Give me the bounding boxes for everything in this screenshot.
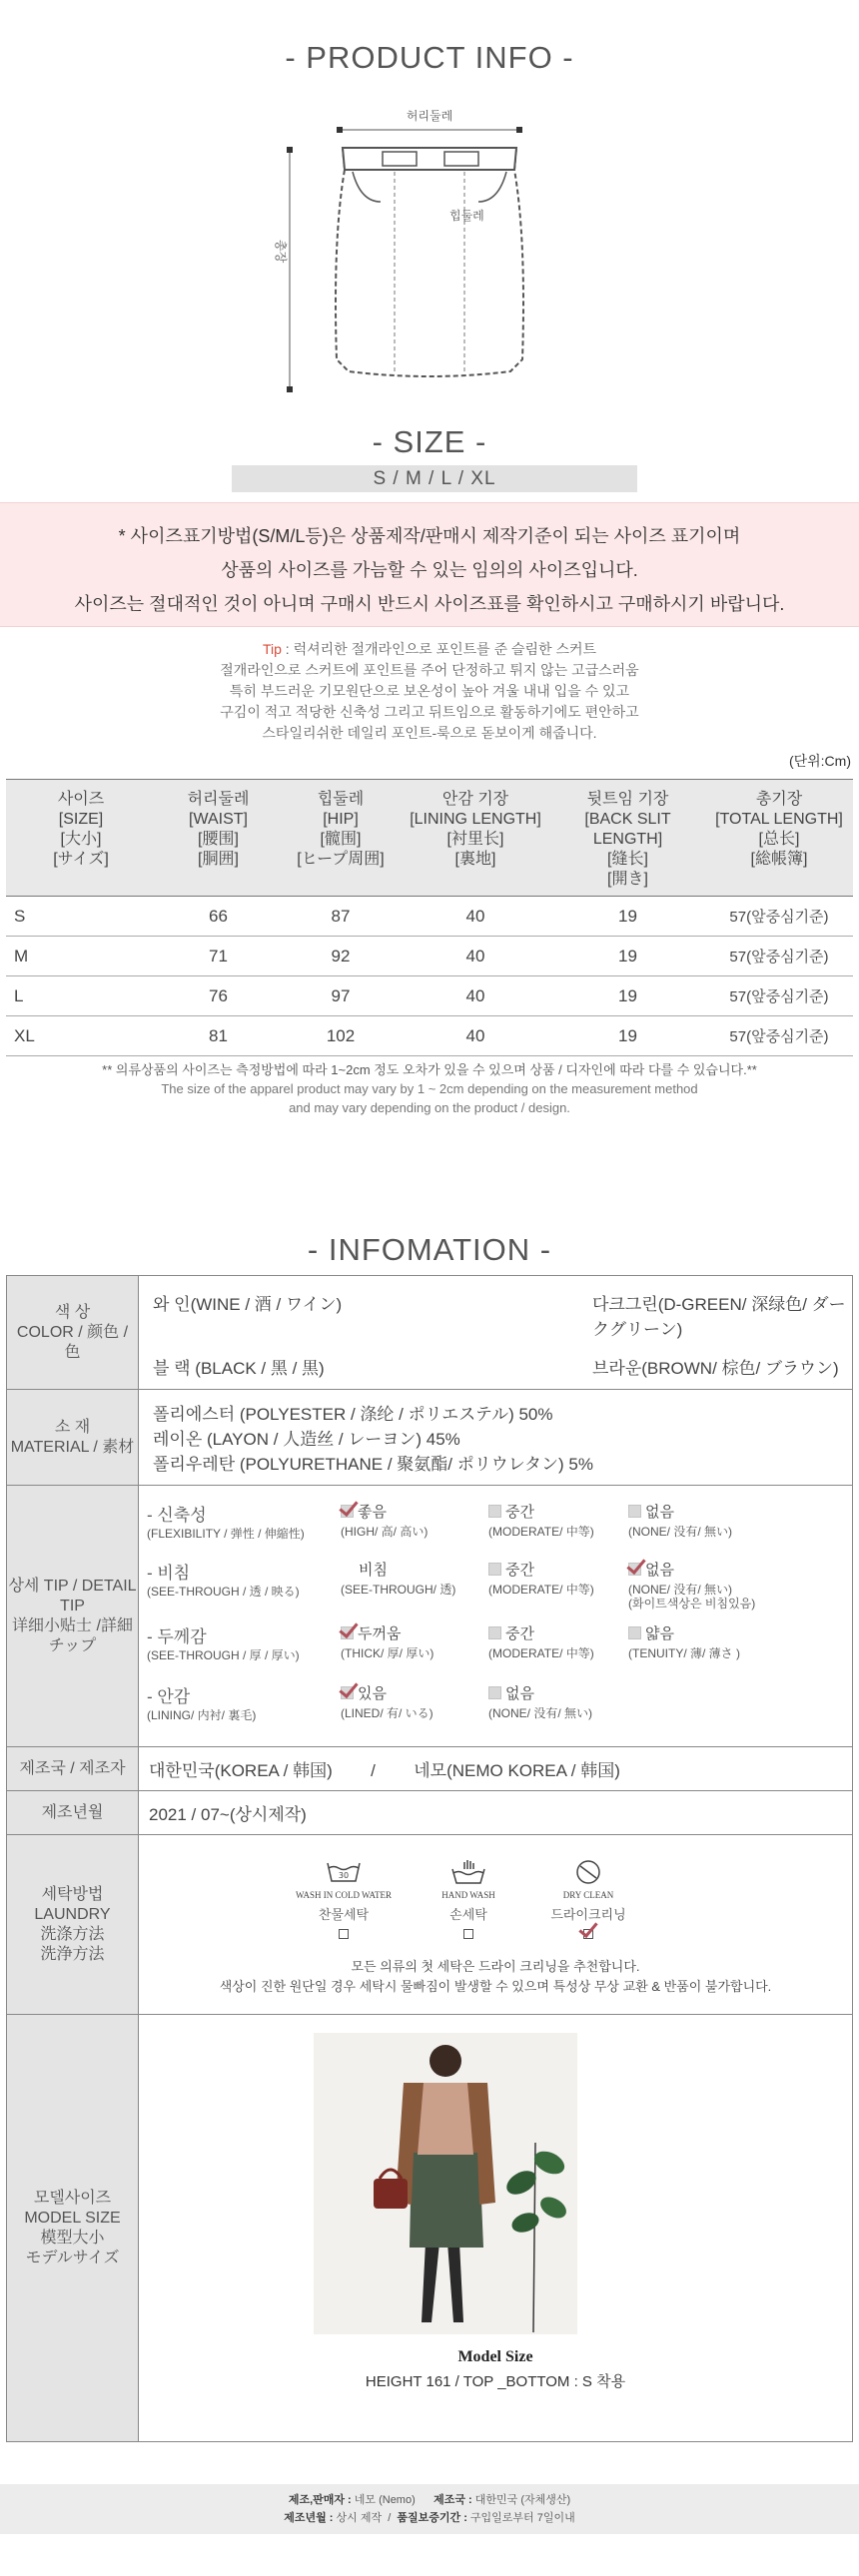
origin-body <box>139 1747 853 1791</box>
detail-sub-flexibility: (FLEXIBILITY / 弹性 / 伸縮性) <box>147 1526 305 1541</box>
lining-cell: 40 <box>401 1016 550 1056</box>
size-table-header-row <box>6 780 853 897</box>
checkbox <box>628 1505 641 1518</box>
waist-measure-end <box>516 127 522 133</box>
laundry-option-cold: 30 WASH IN COLD WATER 찬물세탁 <box>279 1859 409 1939</box>
option-thick: 두꺼움 (THICK/ 厚/ 厚い) <box>341 1624 434 1660</box>
size-cell: S <box>6 897 156 937</box>
option-see-none: 없음 (NONE/ 没有/ 無い) <box>628 1561 732 1597</box>
date-head: 제조년월 <box>7 1791 139 1835</box>
skirt-outline <box>336 148 523 376</box>
unit-label: (단위:Cm) <box>788 753 851 769</box>
size-notice <box>0 502 859 627</box>
laundry-option-hand: HAND WASH 손세탁 <box>409 1859 528 1939</box>
hip-label: 힙둘레 <box>449 209 484 223</box>
total-cell: 57(앞중심기준) <box>705 976 853 1016</box>
dry-clean-icon <box>573 1859 603 1885</box>
waist-cell: 71 <box>156 937 281 976</box>
hip-header-cell: 힙둘레 [HIP] [髋围] [ヒープ周囲] <box>281 780 401 897</box>
model-caption-title: Model Size <box>457 2347 533 2365</box>
length-measure-start <box>287 147 293 153</box>
slit-cell: 19 <box>550 937 705 976</box>
notice-line-2: 상품의 사이즈를 가늠할 수 있는 임의의 사이즈입니다. <box>221 560 638 580</box>
slit-cell: 19 <box>550 897 705 937</box>
laundry-option-dry: DRY CLEAN 드라이크리닝 <box>528 1859 648 1939</box>
tip-line-3: 특히 부드러운 기모원단으로 보온성이 높아 겨울 내내 입을 수 있고 <box>229 683 630 699</box>
tip-line-2: 절개라인으로 스커트에 포인트를 주어 단정하고 튀지 않는 고급스러움 <box>220 662 639 678</box>
origin-country: 대한민국(KOREA / 韩国) <box>149 1761 333 1780</box>
footer-date-label: 제조년월 : <box>284 2512 334 2524</box>
notice-line-1: * 사이즈표기방법(S/M/L등)은 상품제작/판매시 제작기준이 되는 사이즈 표기이며 <box>118 526 741 546</box>
option-lined: 있음 (LINED/ 有/ いる) <box>341 1684 433 1720</box>
hand-wash-icon <box>450 1859 486 1885</box>
footer-warranty: 구입일로부터 7일이내 <box>466 2512 575 2524</box>
hip-cell: 102 <box>281 1016 401 1056</box>
info-row-date <box>7 1791 853 1835</box>
option-unlined: 없음 (NONE/ 没有/ 無い) <box>488 1684 592 1720</box>
back-slit-header-cell: 뒷트임 기장 [BACK SLIT LENGTH] [缝长] [開き] <box>550 780 705 897</box>
size-header-cell: 사이즈 [SIZE] [大小] [サイズ] <box>6 780 156 897</box>
tip-label: Tip <box>262 641 282 657</box>
table-row <box>6 976 853 1016</box>
waist-cell: 76 <box>156 976 281 1016</box>
size-cell: M <box>6 937 156 976</box>
material-rayon: 레이온 (LAYON / 人造丝 / レーヨン) 45% <box>153 1430 460 1449</box>
footer: 제조,판매자 : 네모 (Nemo) 제조국 : 대한민국 (자체생산) 제조년월 : 상시 제작 / 품질보증기간 : 구입일로부터 7일이내 <box>0 2484 859 2534</box>
color-black: 블 랙 (BLACK / 黑 / 黒) <box>153 1359 325 1378</box>
checkbox <box>488 1563 501 1576</box>
lining-cell: 40 <box>401 976 550 1016</box>
detail-body <box>139 1486 853 1747</box>
option-flex-none: 없음 (NONE/ 没有/ 無い) <box>628 1503 732 1539</box>
footer-warranty-label: 품질보증기간 : <box>397 2512 467 2524</box>
footer-country: 대한민국 (자체생산) <box>471 2494 571 2506</box>
footer-maker-label: 제조,판매자 : <box>288 2494 352 2506</box>
size-options-bar: S / M / L / XL <box>232 465 637 492</box>
footer-maker: 네모 (Nemo) <box>351 2494 416 2506</box>
size-title: - SIZE - <box>372 424 487 459</box>
size-disclaimer <box>0 1060 859 1117</box>
laundry-head: 세탁방법 LAUNDRY 洗涤方法 洗浄方法 <box>7 1835 139 2015</box>
total-cell: 57(앞중심기준) <box>705 897 853 937</box>
length-measure-end <box>287 386 293 392</box>
origin-separator: / <box>371 1761 376 1780</box>
lining-cell: 40 <box>401 937 550 976</box>
hip-cell: 87 <box>281 897 401 937</box>
model-caption <box>139 2348 852 2391</box>
lining-cell: 40 <box>401 897 550 937</box>
disclaimer-kr: ** 의류상품의 사이즈는 측정방법에 따라 1~2cm 정도 오차가 있을 수 있으며 상품 / 디자인에 따라 다를 수 있습니다.** <box>102 1062 757 1077</box>
skirt-diagram <box>265 110 594 409</box>
checkbox <box>488 1505 501 1518</box>
origin-maker: 네모(NEMO KOREA / 韩国) <box>414 1761 620 1780</box>
detail-sub-see-through: (SEE-THROUGH / 透 / 映る) <box>147 1584 300 1599</box>
checkbox <box>488 1686 501 1699</box>
waist-measure-start <box>337 127 343 133</box>
skirt-waistband <box>343 148 516 170</box>
info-row-laundry <box>7 1835 853 2015</box>
info-row-detail <box>7 1486 853 1747</box>
checkbox-checked <box>628 1563 641 1576</box>
material-head: 소 재 MATERIAL / 素材 <box>7 1390 139 1486</box>
footer-country-label: 제조국 : <box>433 2494 472 2506</box>
table-row <box>6 897 853 937</box>
lining-length-header-cell: 안감 기장 [LINING LENGTH] [衬里长] [裏地] <box>401 780 550 897</box>
information-title: - INFOMATION - <box>307 1232 552 1267</box>
hip-cell: 92 <box>281 937 401 976</box>
detail-sub-lining: (LINING/ 内衬/ 裏毛) <box>147 1707 257 1722</box>
product-tip <box>0 639 859 744</box>
table-row <box>6 1016 853 1056</box>
laundry-note: 모든 의류의 첫 세탁은 드라이 크리닝을 추천합니다. 색상이 진한 원단일 경우 세탁시 물빠짐이 발생할 수 있으며 특성상 무상 교환 & 반품이 불가합니다. <box>219 1958 772 1994</box>
disclaimer-en-2: and may vary depending on the product / design. <box>289 1100 570 1115</box>
option-thin: 얇음 (TENUITY/ 薄/ 薄さ ) <box>628 1624 740 1660</box>
cold-wash-icon <box>326 1859 362 1885</box>
see-through-white-note: (화이트색상은 비침있음) <box>628 1596 756 1610</box>
detail-sub-thickness: (SEE-THROUGH / 厚 / 厚い) <box>147 1647 300 1662</box>
info-row-model <box>7 2015 853 2442</box>
tip-line-5: 스타일리쉬한 데일리 포인트-룩으로 돋보이게 해줍니다. <box>262 725 597 741</box>
tip-line-1: : 럭셔리한 절개라인으로 포인트를 준 슬림한 스커트 <box>281 641 597 657</box>
checkbox-checked <box>341 1626 354 1639</box>
skirt-diagram-svg <box>265 110 594 409</box>
detail-label-see-through: - 비침 <box>147 1563 191 1583</box>
slit-cell: 19 <box>550 1016 705 1056</box>
checkbox <box>463 1929 473 1939</box>
waist-cell: 81 <box>156 1016 281 1056</box>
color-brown: 브라운(BROWN/ 棕色/ ブラウン) <box>592 1359 839 1378</box>
checkbox <box>628 1626 641 1639</box>
checkbox-checked <box>583 1929 593 1939</box>
detail-label-thickness: - 두께감 <box>147 1626 207 1646</box>
model-photo <box>314 2033 577 2334</box>
color-dark-green: 다크그린(D-GREEN/ 深绿色/ ダークグリーン) <box>592 1295 846 1339</box>
checkbox <box>339 1929 349 1939</box>
svg-text:30: 30 <box>338 1870 350 1880</box>
model-caption-size: HEIGHT 161 / TOP _BOTTOM : S 착용 <box>365 2372 626 2390</box>
size-table <box>6 779 853 1056</box>
product-info-title: - PRODUCT INFO - <box>285 40 574 75</box>
detail-label-flexibility: - 신축성 <box>147 1505 207 1525</box>
option-see-moderate: 중간 (MODERATE/ 中等) <box>488 1561 594 1597</box>
checkbox <box>488 1626 501 1639</box>
detail-head: 상세 TIP / DETAIL TIP 详细小贴士 /詳細チップ <box>7 1486 139 1747</box>
disclaimer-en-1: The size of the apparel product may vary by 1 ~ 2cm depending on the measurement method <box>161 1081 698 1096</box>
origin-head: 제조국 / 제조자 <box>7 1747 139 1791</box>
table-row <box>6 937 853 976</box>
checkbox-checked <box>341 1505 354 1518</box>
information-table <box>6 1275 853 2442</box>
checkbox-checked <box>341 1686 354 1699</box>
model-head: 모델사이즈 MODEL SIZE 模型大小 モデルサイズ <box>7 2015 139 2442</box>
option-flex-moderate: 중간 (MODERATE/ 中等) <box>488 1503 594 1539</box>
footer-date: 상시 제작 <box>333 2512 383 2524</box>
notice-line-3: 사이즈는 절대적인 것이 아니며 구매시 반드시 사이즈표를 확인하시고 구매하시기 바랍니다. <box>74 594 785 614</box>
size-cell: XL <box>6 1016 156 1056</box>
length-label: 총장 <box>274 240 288 264</box>
waist-header-cell: 허리둘레 [WAIST] [腰围] [胴囲] <box>156 780 281 897</box>
detail-label-lining: - 안감 <box>147 1686 191 1706</box>
option-thick-moderate: 중간 (MODERATE/ 中等) <box>488 1624 594 1660</box>
info-row-origin <box>7 1747 853 1791</box>
model-body <box>139 2015 853 2442</box>
laundry-body <box>139 1835 853 2015</box>
material-polyester: 폴리에스터 (POLYESTER / 涤纶 / ポリエステル) 50% <box>153 1405 553 1424</box>
hip-cell: 97 <box>281 976 401 1016</box>
total-cell: 57(앞중심기준) <box>705 937 853 976</box>
total-length-header-cell: 총기장 [TOTAL LENGTH] [总长] [総帳簿] <box>705 780 853 897</box>
info-row-color <box>7 1276 853 1390</box>
material-body <box>139 1390 853 1486</box>
total-cell: 57(앞중심기준) <box>705 1016 853 1056</box>
material-polyurethane: 폴리우레탄 (POLYURETHANE / 聚氨酯/ ポリウレタン) 5% <box>153 1455 593 1474</box>
size-cell: L <box>6 976 156 1016</box>
color-body <box>139 1276 853 1390</box>
color-wine: 와 인(WINE / 酒 / ワイン) <box>153 1295 343 1314</box>
option-flex-high: 좋음 (HIGH/ 高/ 高い) <box>341 1503 429 1539</box>
model-illustration <box>314 2033 577 2334</box>
color-head: 색 상 COLOR / 颜色 / 色 <box>7 1276 139 1390</box>
option-see-through: 비침 (SEE-THROUGH/ 透) <box>341 1561 456 1597</box>
waist-label: 허리둘레 <box>406 110 453 123</box>
tip-line-4: 구김이 적고 적당한 신축성 그리고 뒤트임으로 활동하기에도 편안하고 <box>220 704 639 720</box>
date-value: 2021 / 07~(상시제작) <box>139 1791 853 1835</box>
info-row-material <box>7 1390 853 1486</box>
slit-cell: 19 <box>550 976 705 1016</box>
waist-cell: 66 <box>156 897 281 937</box>
